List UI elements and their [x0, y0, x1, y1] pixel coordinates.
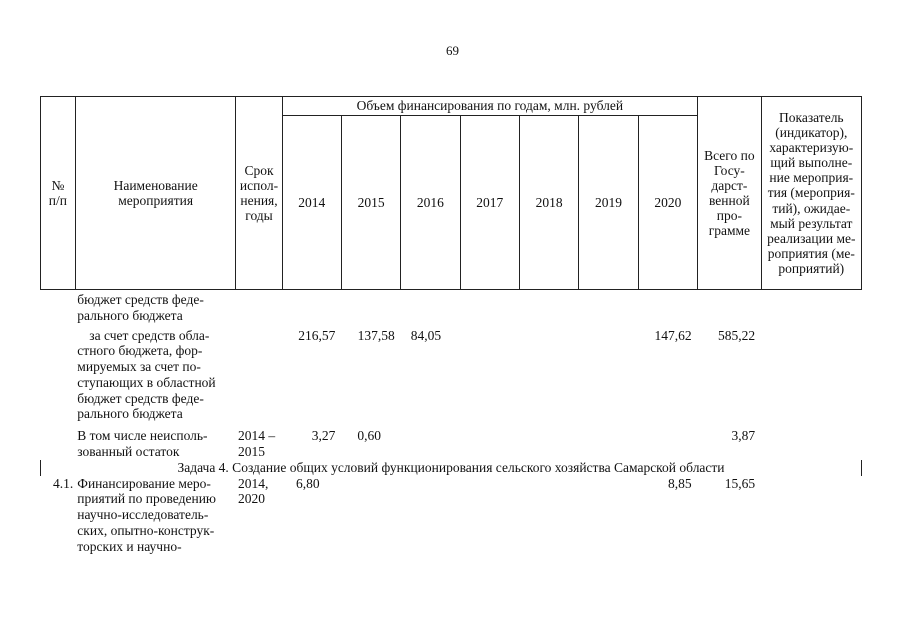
header-number: № п/п — [41, 97, 76, 290]
item-number: 4.1. — [53, 475, 74, 491]
header-year: 2014 — [282, 116, 341, 290]
header-funding-group: Объем финансирования по годам, млн. рублей — [282, 97, 698, 116]
value-2015: 0,60 — [357, 428, 382, 444]
value-2014: 6,80 — [296, 475, 320, 491]
row-name: за счет средств обла- стного бюджета, фор- мируемых за счет по- ступающих в областной бюджет средств феде- рального бюджета — [77, 327, 216, 422]
value-2015: 137,58 — [357, 327, 395, 343]
value-2014: 3,27 — [311, 428, 336, 444]
value-2016: 84,05 — [410, 327, 442, 343]
value-total: 15,65 — [724, 475, 756, 491]
header-year: 2017 — [460, 116, 519, 290]
task-row — [41, 460, 862, 476]
table-row — [41, 290, 862, 324]
row-period: 2014, 2020 — [237, 475, 269, 507]
row-name: В том числе неисполь- зованный остаток — [77, 428, 208, 460]
value-total: 3,87 — [731, 428, 756, 444]
header-year: 2015 — [341, 116, 400, 290]
value-2014: 216,57 — [298, 327, 336, 343]
header-indicator: Показатель (индикатор), характеризую- щий выполне- ние мероприя- тия (мероприя- тий), ожидае- мый результат реализации ме- роприятия (ме- роприятий) — [761, 97, 861, 290]
row-name: бюджет средств феде- рального бюджета — [77, 292, 204, 323]
table-row — [41, 476, 862, 555]
table-row — [41, 422, 862, 460]
funding-table — [40, 96, 862, 555]
value-total: 585,22 — [717, 327, 756, 343]
row-name: Финансирование меро- приятий по проведению научно-исследователь- ских, опытно-конструк- торских и научно- — [77, 475, 217, 554]
header-period: Срок испол- нения, годы — [236, 97, 282, 290]
table-row — [41, 324, 862, 423]
header-year: 2018 — [519, 116, 578, 290]
header-year: 2019 — [579, 116, 638, 290]
header-total: Всего по Госу- дарст- венной про- грамме — [698, 97, 761, 290]
row-period: 2014 – 2015 — [237, 428, 276, 460]
header-year: 2016 — [401, 116, 460, 290]
page-number: 69 — [446, 43, 459, 58]
task-title: Задача 4. Создание общих условий функционирования сельского хозяйства Самарской области — [41, 460, 862, 476]
value-2020: 8,85 — [668, 475, 692, 491]
header-name: Наименование мероприятия — [75, 97, 236, 290]
value-2020: 147,62 — [654, 327, 692, 343]
header-year: 2020 — [638, 116, 697, 290]
